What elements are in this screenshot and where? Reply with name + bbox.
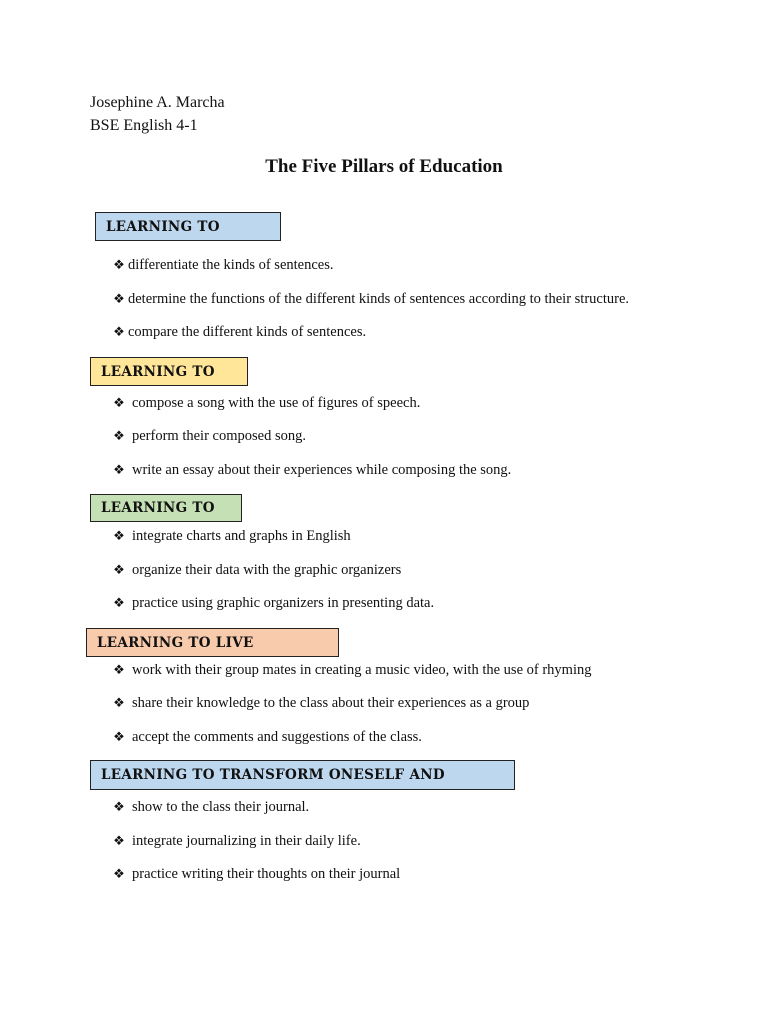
author-course: BSE English 4-1	[90, 117, 198, 134]
diamond-bullet-icon: ❖	[113, 695, 125, 710]
pillar-2-heading: LEARNING TO	[90, 357, 248, 386]
diamond-bullet-icon: ❖	[113, 291, 125, 306]
pillar-3-item-1	[112, 527, 351, 545]
pillar-5-item-2	[112, 832, 361, 850]
item-text: compose a song with the use of figures of speech.	[132, 395, 421, 411]
diamond-bullet-icon: ❖	[113, 257, 125, 272]
item-text: accept the comments and suggestions of the class.	[132, 729, 422, 745]
diamond-bullet-icon: ❖	[113, 729, 125, 744]
diamond-bullet-icon: ❖	[113, 528, 125, 543]
item-text: integrate journalizing in their daily life.	[132, 833, 361, 849]
pillar-4-item-1	[112, 661, 591, 679]
pillar-1-item-2	[112, 290, 629, 308]
diamond-bullet-icon: ❖	[113, 595, 125, 610]
item-text: share their knowledge to the class about their experiences as a group	[132, 695, 530, 711]
item-text: integrate charts and graphs in English	[132, 528, 351, 544]
item-text: differentiate the kinds of sentences.	[128, 257, 334, 273]
pillar-3-heading: LEARNING TO	[90, 494, 242, 522]
item-text: practice using graphic organizers in presenting data.	[132, 595, 435, 611]
pillar-1-heading: LEARNING TO	[95, 212, 281, 241]
pillar-5-item-1	[112, 798, 309, 816]
author-name: Josephine A. Marcha	[90, 94, 225, 111]
pillar-4-item-2	[112, 694, 529, 712]
item-text: work with their group mates in creating a music video, with the use of rhyming	[132, 662, 592, 678]
diamond-bullet-icon: ❖	[113, 562, 125, 577]
pillar-3-item-2	[112, 561, 401, 579]
pillar-2-item-3	[112, 461, 511, 479]
item-text: perform their composed song.	[132, 428, 306, 444]
item-text: compare the different kinds of sentences.	[128, 324, 367, 340]
pillar-5-heading: LEARNING TO TRANSFORM ONESELF AND	[90, 760, 515, 790]
diamond-bullet-icon: ❖	[113, 833, 125, 848]
item-text: show to the class their journal.	[132, 799, 310, 815]
diamond-bullet-icon: ❖	[113, 324, 125, 339]
pillar-4-heading: LEARNING TO LIVE	[86, 628, 339, 657]
item-text: determine the functions of the different kinds of sentences according to their structure.	[128, 291, 630, 307]
pillar-3-item-3	[112, 594, 434, 612]
item-text: organize their data with the graphic organizers	[132, 562, 402, 578]
pillar-5-item-3	[112, 865, 400, 883]
diamond-bullet-icon: ❖	[113, 662, 125, 677]
pillar-4-item-3	[112, 728, 422, 746]
diamond-bullet-icon: ❖	[113, 462, 125, 477]
item-text: practice writing their thoughts on their journal	[132, 866, 401, 882]
diamond-bullet-icon: ❖	[113, 799, 125, 814]
diamond-bullet-icon: ❖	[113, 866, 125, 881]
document-title: The Five Pillars of Education	[265, 156, 503, 177]
diamond-bullet-icon: ❖	[113, 428, 125, 443]
diamond-bullet-icon: ❖	[113, 395, 125, 410]
pillar-2-item-2	[112, 427, 306, 445]
pillar-1-item-3	[112, 323, 366, 341]
pillar-1-item-1	[112, 256, 333, 274]
item-text: write an essay about their experiences while composing the song.	[132, 462, 512, 478]
pillar-2-item-1	[112, 394, 420, 412]
